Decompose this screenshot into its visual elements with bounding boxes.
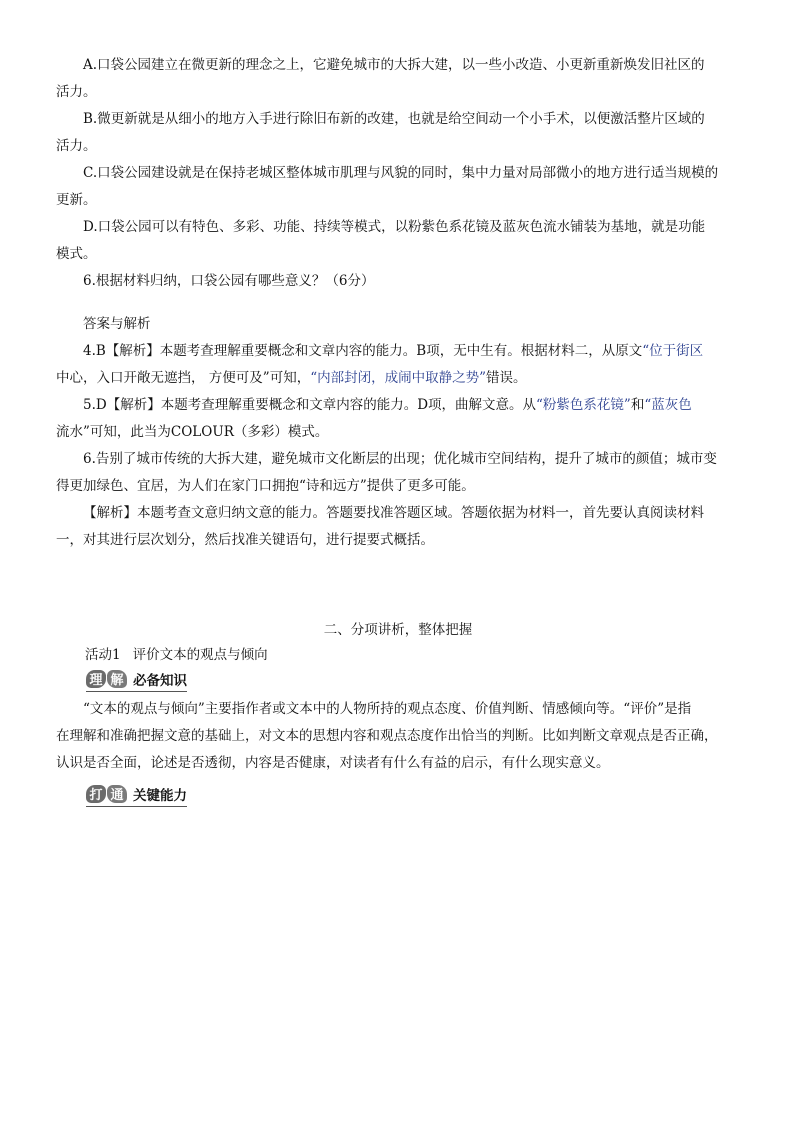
badge-key-ability	[56, 781, 740, 809]
option-b-line2: 活力。	[56, 138, 97, 154]
badge-char-1: 理	[86, 670, 106, 688]
activity-heading	[56, 644, 740, 666]
answer-5-quote2: “蓝灰色	[644, 397, 692, 413]
badge	[86, 669, 187, 692]
activity-number: 活动1	[85, 647, 121, 663]
option-c-line1: C.口袋公园建设就是在保持老城区整体城市肌理与风貌的同时，集中力量对局部微小的地方进行适当规模的	[83, 165, 719, 181]
badge-char-2: 通	[107, 785, 127, 803]
badge	[86, 784, 187, 807]
activity-title: 评价文本的观点与倾向	[132, 647, 268, 663]
answer-4-quote2: “内部封闭，成闹中取静之势”	[310, 370, 487, 386]
option-a-line1: A.口袋公园建立在微更新的理念之上，它避免城市的大拆大建，以一些小改造、小更新重新焕发旧社区的	[83, 57, 705, 73]
answer-6-line2: 得更加绿色、宜居，为人们在家门口拥抱“诗和远方”提供了更多可能。	[56, 478, 475, 494]
answer-5-end: 可知，此当为COLOUR（多彩）模式。	[89, 424, 329, 440]
answer-6-analysis-line2: 一，对其进行层次划分，然后找准关键语句，进行提要式概括。	[56, 532, 434, 548]
option-d-line2: 模式。	[56, 246, 97, 262]
answer-5-quote1: “粉紫色系花镜”	[536, 397, 631, 413]
answer-4-mid: 可知，	[269, 370, 311, 386]
question-6: 6.根据材料归纳，口袋公园有哪些意义？（6分）	[83, 273, 375, 289]
page	[56, 52, 740, 809]
answer-5-quote2-cont: 流水”	[56, 424, 90, 440]
option-a-line2: 活力。	[56, 84, 97, 100]
badge-title: 必备知识	[133, 672, 187, 689]
answers-heading: 答案与解析	[83, 316, 151, 332]
answer-5-line1	[56, 392, 740, 419]
answer-5-text: 5.D【解析】本题考查理解重要概念和文章内容的能力。D项，曲解文意。从	[83, 397, 537, 413]
option-b-line1: B.微更新就是从细小的地方入手进行除旧布新的改建，也就是给空间动一个小手术，以便激活整片区域的	[83, 111, 705, 127]
answer-4-quote: “位于街区	[642, 343, 704, 359]
answer-6-line1: 6.告别了城市传统的大拆大建，避免城市文化断层的出现；优化城市空间结构，提升了城市的颜值；城市变	[83, 451, 717, 467]
option-c-line2: 更新。	[56, 192, 97, 208]
badge-char-1: 打	[86, 785, 106, 803]
knowledge-line3: 认识是否全面，论述是否透彻，内容是否健康，对读者有什么有益的启示，有什么现实意义。	[56, 755, 610, 771]
option-d-line1: D.口袋公园可以有特色、多彩、功能、持续等模式，以粉紫色系花镜及蓝灰色流水铺装为基地，就是功能	[83, 219, 706, 235]
badge-required-knowledge	[56, 666, 740, 694]
answer-4-end: 错误。	[486, 370, 527, 386]
section-title: 二、分项讲析，整体把握	[323, 622, 473, 638]
badge-title: 关键能力	[133, 787, 187, 804]
knowledge-line1: “文本的观点与倾向”主要指作者或文本中的人物所持的观点态度、价值判断、情感倾向等。“评价”是指	[83, 701, 692, 717]
answer-4-line1	[56, 338, 740, 365]
answer-4-text: 4.B【解析】本题考查理解重要概念和文章内容的能力。B项，无中生有。根据材料二，从原文	[83, 343, 643, 359]
answer-5-mid: 和	[630, 397, 645, 413]
badge-char-2: 解	[107, 670, 127, 688]
answer-5-line2	[56, 419, 740, 446]
answer-4-quote-cont: 中心，入口开敞无遮挡， 方便可及”	[56, 370, 270, 386]
answer-4-line2	[56, 365, 740, 392]
answer-6-analysis-line1: 【解析】本题考查文意归纳文意的能力。答题要找准答题区域。答题依据为材料一，首先要认真阅读材料	[83, 505, 704, 521]
knowledge-line2: 在理解和准确把握文意的基础上，对文本的思想内容和观点态度作出恰当的判断。比如判断文章观点是否正确，	[56, 728, 718, 744]
